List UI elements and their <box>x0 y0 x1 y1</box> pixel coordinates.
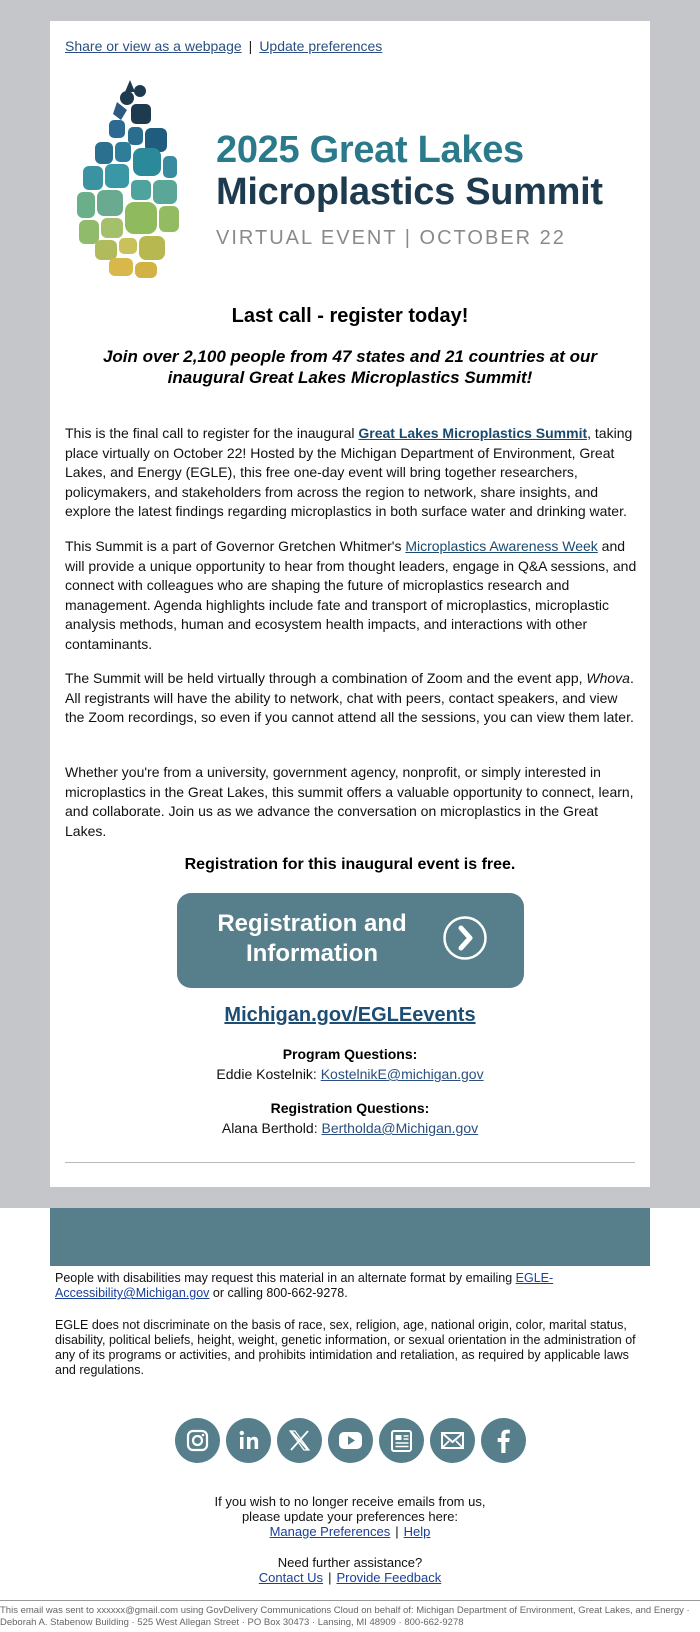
summit-event-date: VIRTUAL EVENT | OCTOBER 22 <box>216 227 566 249</box>
top-links-separator: | <box>248 38 253 54</box>
footer-divider <box>0 1600 700 1601</box>
preference-links: Manage Preferences | Help <box>269 1524 431 1539</box>
update-preferences-link[interactable]: Update preferences <box>259 38 383 54</box>
assistance-links: Contact Us | Provide Feedback <box>258 1570 442 1585</box>
linkedin-icon[interactable] <box>226 1418 271 1463</box>
free-registration-note: Registration for this inaugural event is free. <box>184 856 516 873</box>
facebook-icon[interactable] <box>481 1418 526 1463</box>
email-content-card <box>50 21 650 1187</box>
audience-paragraph: Whether you're from a university, government agency, nonprofit, or simply interested in microplastics in the Great Lakes, this summit offers a valuable opportunity to connect, learn, and collaborate. Join us as we advance the conversation on microplastics in the Great Lakes. <box>65 764 634 839</box>
headline: Last call - register today! <box>231 305 469 327</box>
manage-preferences-link[interactable]: Manage Preferences <box>269 1524 391 1539</box>
contact-us-link[interactable]: Contact Us <box>258 1570 324 1585</box>
program-contact: Eddie Kostelnik: KostelnikE@michigan.gov <box>216 1066 484 1082</box>
program-contact-email-link[interactable]: KostelnikE@michigan.gov <box>320 1066 484 1082</box>
unsubscribe-line1: If you wish to no longer receive emails from us, <box>214 1494 486 1509</box>
accessibility-email-link[interactable]: EGLE-Accessibility@Michigan.gov <box>55 1271 554 1300</box>
accessibility-notice: People with disabilities may request this material in an alternate format by emailing EGLE-Accessibility@Michigan.gov or calling 800-662-9278. <box>55 1271 554 1300</box>
footer-banner <box>50 1208 650 1266</box>
help-link[interactable]: Help <box>403 1524 431 1539</box>
divider <box>65 1162 635 1163</box>
events-link-row <box>50 1004 650 1027</box>
virtual-format-paragraph: The Summit will be held virtually through a combination of Zoom and the event app, Whova. All registrants will have the ability to network, chat with peers, contact speakers, and view the Zoom recordings, so even if you cannot attend all the sessions, you can view them later. <box>65 670 634 725</box>
subheadline: Join over 2,100 people from 47 states and 21 countries at our inaugural Great Lakes Microplastics Summit! <box>102 347 598 387</box>
registration-button[interactable] <box>177 893 524 988</box>
news-icon[interactable] <box>379 1418 424 1463</box>
sender-disclaimer: This email was sent to xxxxxx@gmail.com using GovDelivery Communications Cloud on behalf of: Michigan Department of Environment, Great Lakes, and Energy · Deborah A. Stabenow Building · 525 West Allegan Street · PO Box 30473 · Lansing, MI 48909 · 800-662-9278 <box>0 1605 690 1628</box>
x-icon[interactable] <box>277 1418 322 1463</box>
registration-button-label: Registration and Information <box>217 910 407 967</box>
summit-title-block <box>216 129 636 250</box>
awareness-week-paragraph: This Summit is a part of Governor Gretchen Whitmer's Microplastics Awareness Week and will provide a unique opportunity to hear from thought leaders, engage in Q&A sessions, and connect with colleagues who are shaping the future of microplastics research and management. Agenda highlights include fate and transport of microplastics, microplastic analysis methods, human and ecosystem health impacts, and interactions with other contaminants. <box>65 538 637 652</box>
intro-paragraph: This is the final call to register for the inaugural Great Lakes Microplastics Summit, taking place virtually on October 22! Hosted by the Michigan Department of Environment, Great Lakes, and Energy (EGLE), this free one-day event will bring together researchers, policymakers, and stakeholders from across the region to network, share insights, and explore the latest findings regarding microplastics in both surface water and drinking water. <box>65 425 633 519</box>
top-links-bar <box>65 38 382 54</box>
egle-events-link[interactable]: Michigan.gov/EGLEevents <box>224 1004 476 1026</box>
social-icons-row <box>175 1418 535 1463</box>
share-webpage-link[interactable]: Share or view as a webpage <box>65 38 242 54</box>
registration-contact-email-link[interactable]: Bertholda@Michigan.gov <box>321 1120 479 1136</box>
email-icon[interactable] <box>430 1418 475 1463</box>
instagram-icon[interactable] <box>175 1418 220 1463</box>
unsubscribe-line2: please update your preferences here: <box>241 1509 459 1524</box>
water-drop-logo-icon <box>73 80 193 280</box>
registration-contact: Alana Berthold: Bertholda@Michigan.gov <box>221 1120 479 1136</box>
need-assistance-text: Need further assistance? <box>277 1555 423 1570</box>
nondiscrimination-notice: EGLE does not discriminate on the basis of race, sex, religion, age, national origin, color, marital status, disability, political beliefs, height, weight, genetic information, or sexual orientation in the administration of any of its programs or activities, and prohibits intimidation and retaliation, as required by applicable laws and regulations. <box>55 1318 636 1377</box>
youtube-icon[interactable] <box>328 1418 373 1463</box>
chevron-right-icon <box>442 915 488 961</box>
provide-feedback-link[interactable]: Provide Feedback <box>336 1570 442 1585</box>
awareness-week-link[interactable]: Microplastics Awareness Week <box>405 538 598 554</box>
program-questions-heading: Program Questions: <box>282 1046 418 1062</box>
registration-questions-heading: Registration Questions: <box>270 1100 430 1116</box>
summit-title-line1: 2025 Great Lakes <box>216 129 524 171</box>
summit-title-line2: Microplastics Summit <box>216 171 603 213</box>
summit-link[interactable]: Great Lakes Microplastics Summit <box>358 425 588 441</box>
